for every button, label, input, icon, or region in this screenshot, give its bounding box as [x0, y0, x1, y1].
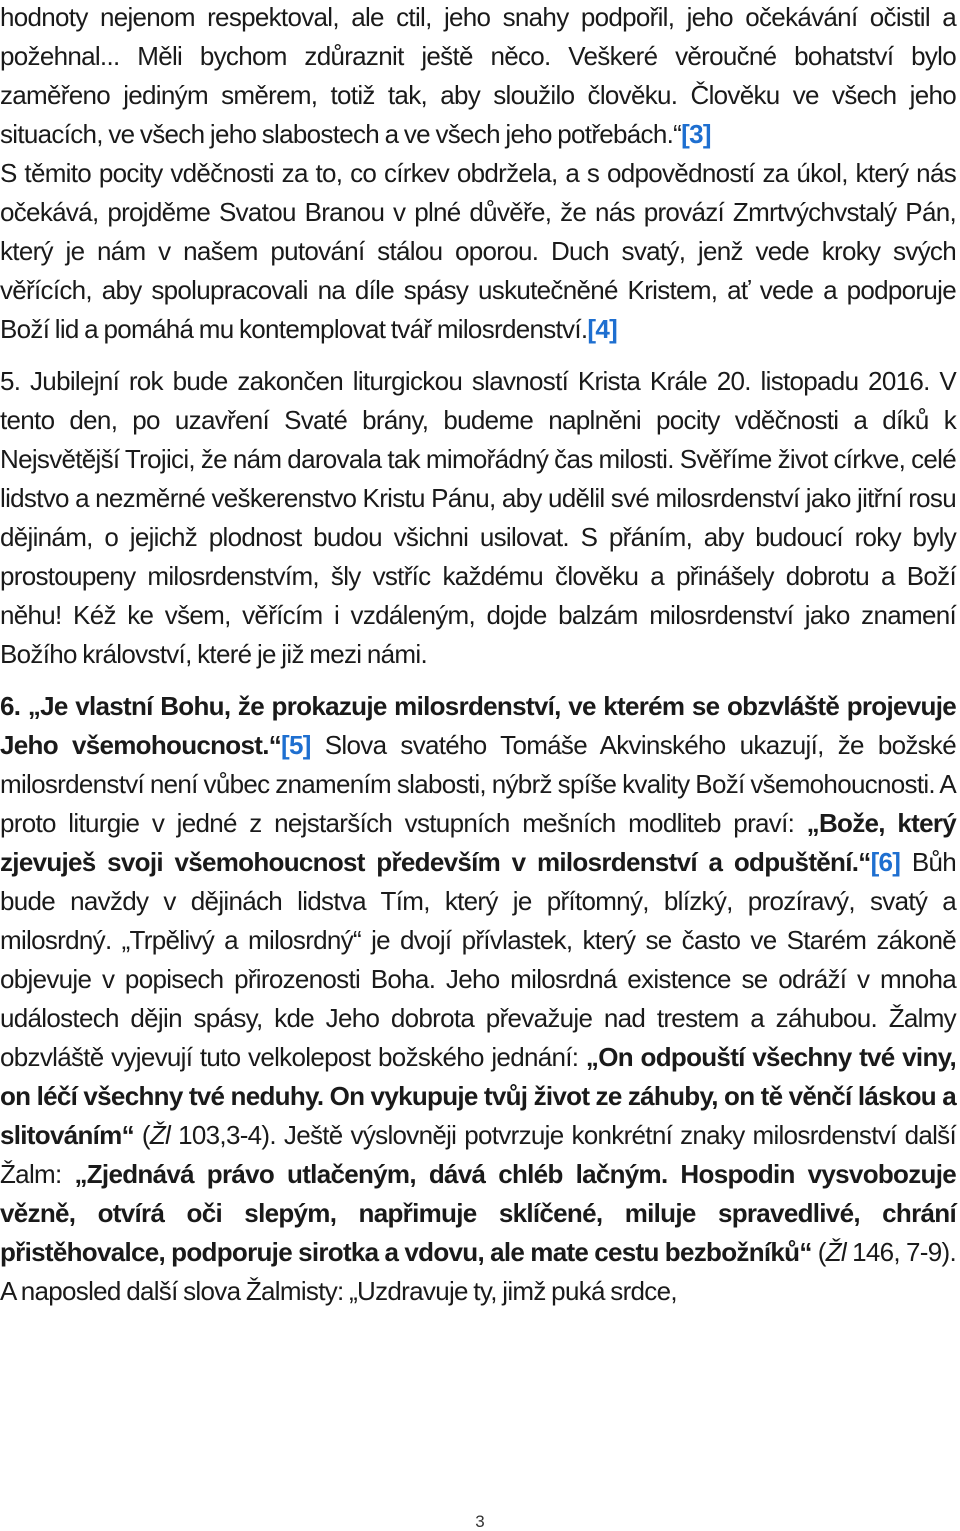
- paren-open-2: (: [811, 1237, 826, 1267]
- paragraph-6-number: 6.: [0, 691, 28, 721]
- paragraph-2: [0, 154, 956, 349]
- paragraph-6-text-3: 103,3-4). Ještě výslovněji potvrzuje konkrétní znaky milosrdenství další Žalm:: [0, 1120, 957, 1189]
- paragraph-6-text-4: 146, 7-9). A naposled další slova Žalmisty: „Uzdravuje ty, jimž puká srdce,: [0, 1237, 957, 1306]
- aquinas-quote: „Je vlastní Bohu, že prokazuje milosrdenství, ve kterém se obzvláště projevuje Jeho všemohoucnost.“: [0, 691, 956, 760]
- footnote-link-6[interactable]: [6]: [870, 847, 901, 877]
- paragraph-6-text-1: Slova svatého Tomáše Akvinského ukazují, že božské milosrdenství není vůbec znamením slabosti, nýbrž spíše kvality Boží všemohoucnosti. A proto liturgie v jedné z nejstarších vstupních mešních modliteb praví:: [0, 730, 956, 838]
- paragraph-6: [0, 687, 956, 1311]
- psalm-ref-1: Žl: [149, 1120, 171, 1150]
- psalm-146-quote: „Zjednává právo utlačeným, dává chléb lačným. Hospodin vysvobozuje vězně, otvírá oči slepým, napřimuje sklíčené, miluje spravedlivé, chrání přistěhovalce, podporuje sirotka a vdovu, ale mate cestu bezbožníků“: [0, 1159, 956, 1267]
- liturgy-quote: „Bože, který zjevuješ svoji všemohoucnost především v milosrdenství a odpuštění.“: [0, 808, 957, 877]
- paren-open-1: (: [133, 1120, 150, 1150]
- paragraph-6-text-2: Bůh bude navždy v dějinách lidstva Tím, který je přítomný, blízký, prozíravý, svatý a milosrdný. „Trpělivý a milosrdný“ je dvojí přívlastek, který se často ve Starém zákoně objevuje v popisech přirozenosti Boha. Jeho milosrdná existence se odráží v mnoha událostech dějin spásy, kde Jeho dobrota převažuje nad trestem a záhubou. Žalmy obzvláště vyjevují tuto velkolepost božského jednání:: [0, 847, 956, 1072]
- paragraph-5-text: 5. Jubilejní rok bude zakončen liturgickou slavností Krista Krále 20. listopadu 2016. V tento den, po uzavření Svaté brány, budeme naplněni pocity vděčnosti a díků k Nejsvětější Trojici, že nám darovala tak mimořádný čas milosti. Svěříme život církve, celé lidstvo a nezměrné veškerenstvo Kristu Pánu, aby udělil své milosrdenství jako jitřní rosu dějinám, o jejichž plodnost budou všichni usilovat. S přáním, aby budoucí roky byly prostoupeny milosrdenstvím, šly vstříc každému člověku a přinášely dobrotu a Boží něhu! Kéž ke všem, věřícím i vzdáleným, dojde balzám milosrdenství jako znamení Božího království, které je již mezi námi.: [0, 366, 956, 669]
- paragraph-1: [0, 0, 956, 154]
- footnote-link-4[interactable]: [4]: [587, 314, 618, 344]
- page-number: 3: [475, 1512, 485, 1531]
- paragraph-5: [0, 362, 956, 674]
- psalm-ref-2: Žl: [825, 1237, 847, 1267]
- paragraph-2-text: S těmito pocity vděčnosti za to, co církev obdržela, a s odpovědností za úkol, který nás očekává, projděme Svatou Branou v plné důvěře, že nás provází Zmrtvýchvstalý Pán, který je nám v našem putování stálou oporou. Duch svatý, jenž vede kroky svých věřících, aby spolupracovali na díle spásy uskutečněné Kristem, ať vede a podporuje Boží lid a pomáhá mu kontemplovat tvář milosrdenství.: [0, 158, 956, 344]
- footnote-link-3[interactable]: [3]: [681, 119, 711, 149]
- paragraph-1-text: hodnoty nejenom respektoval, ale ctil, jeho snahy podpořil, jeho očekávání očistil a požehnal... Měli bychom zdůraznit ještě něco. Veškeré věroučné bohatství bylo zaměřeno jediným směrem, totiž tak, aby sloužilo člověku. Člověku ve všech jeho situacích, ve všech jeho slabostech a ve všech jeho potřebách.“: [0, 2, 956, 149]
- footnote-link-5[interactable]: [5]: [281, 730, 311, 760]
- psalm-103-quote: „On odpouští všechny tvé viny, on léčí všechny tvé neduhy. On vykupuje tvůj život ze záhuby, on tě věnčí láskou a slitováním“: [0, 1042, 956, 1150]
